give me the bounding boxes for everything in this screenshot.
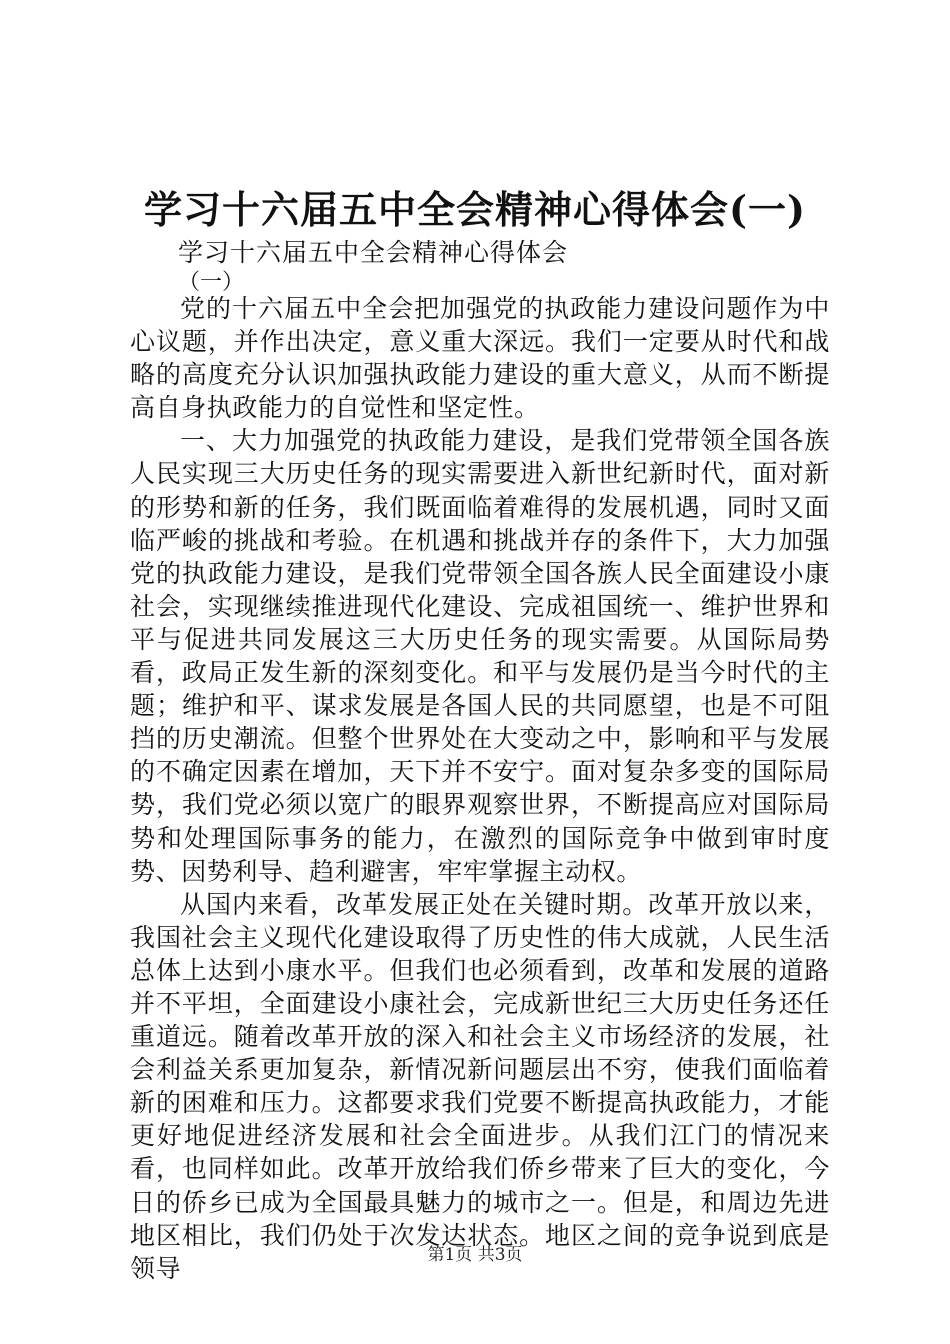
document-title: 学习十六届五中全会精神心得体会(一) <box>144 187 806 232</box>
document-subtitle: 学习十六届五中全会精神心得体会 <box>178 238 569 267</box>
body-paragraph: 从国内来看，改革发展正处在关键时期。改革开放以来，我国社会主义现代化建设取得了历史性的伟大成就，人民生活总体上达到小康水平。但我们也必须看到，改革和发展的道路并不平坦，全面建设小康社会，完成新世纪三大历史任务还任重道远。随着改革开放的深入和社会主义市场经济的发展，社会利益关系更加复杂，新情况新问题层出不穷，使我们面临着新的困难和压力。这都要求我们党要不断提高执政能力，才能更好地促进经济发展和社会全面进步。从我们江门的情况来看，也同样如此。改革开放给我们侨乡带来了巨大的变化，今日的侨乡已成为全国最具魅力的城市之一。但是，和周边先进地区相比，我们仍处于次发达状态。地区之间的竞争说到底是领导 <box>130 889 830 1283</box>
body-paragraph: 一、大力加强党的执政能力建设，是我们党带领全国各族人民实现三大历史任务的现实需要进入新世纪新时代，面对新的形势和新的任务，我们既面临着难得的发展机遇，同时又面临严峻的挑战和考验。在机遇和挑战并存的条件下，大力加强党的执政能力建设，是我们党带领全国各族人民全面建设小康社会，实现继续推进现代化建设、完成祖国统一、维护世界和平与促进共同发展这三大历史任务的现实需要。从国际局势看，政局正发生新的深刻变化。和平与发展仍是当今时代的主题；维护和平、谋求发展是各国人民的共同愿望，也是不可阻挡的历史潮流。但整个世界处在大变动之中，影响和平与发展的不确定因素在增加，天下并不安宁。面对复杂多变的国际局势，我们党必须以宽广的眼界观察世界，不断提高应对国际局势和处理国际事务的能力，在激烈的国际竞争中做到审时度势、因势利导、趋利避害，牢牢掌握主动权。 <box>130 426 830 886</box>
body-paragraph: 党的十六届五中全会把加强党的执政能力建设问题作为中心议题，并作出决定，意义重大深远。我们一定要从时代和战略的高度充分认识加强执政能力建设的重大意义，从而不断提高自身执政能力的自觉性和坚定性。 <box>130 294 830 423</box>
page-indicator: 第1页 共3页 <box>427 1245 523 1265</box>
document-subtitle-number: （一） <box>178 270 245 295</box>
document-body <box>130 292 830 1285</box>
